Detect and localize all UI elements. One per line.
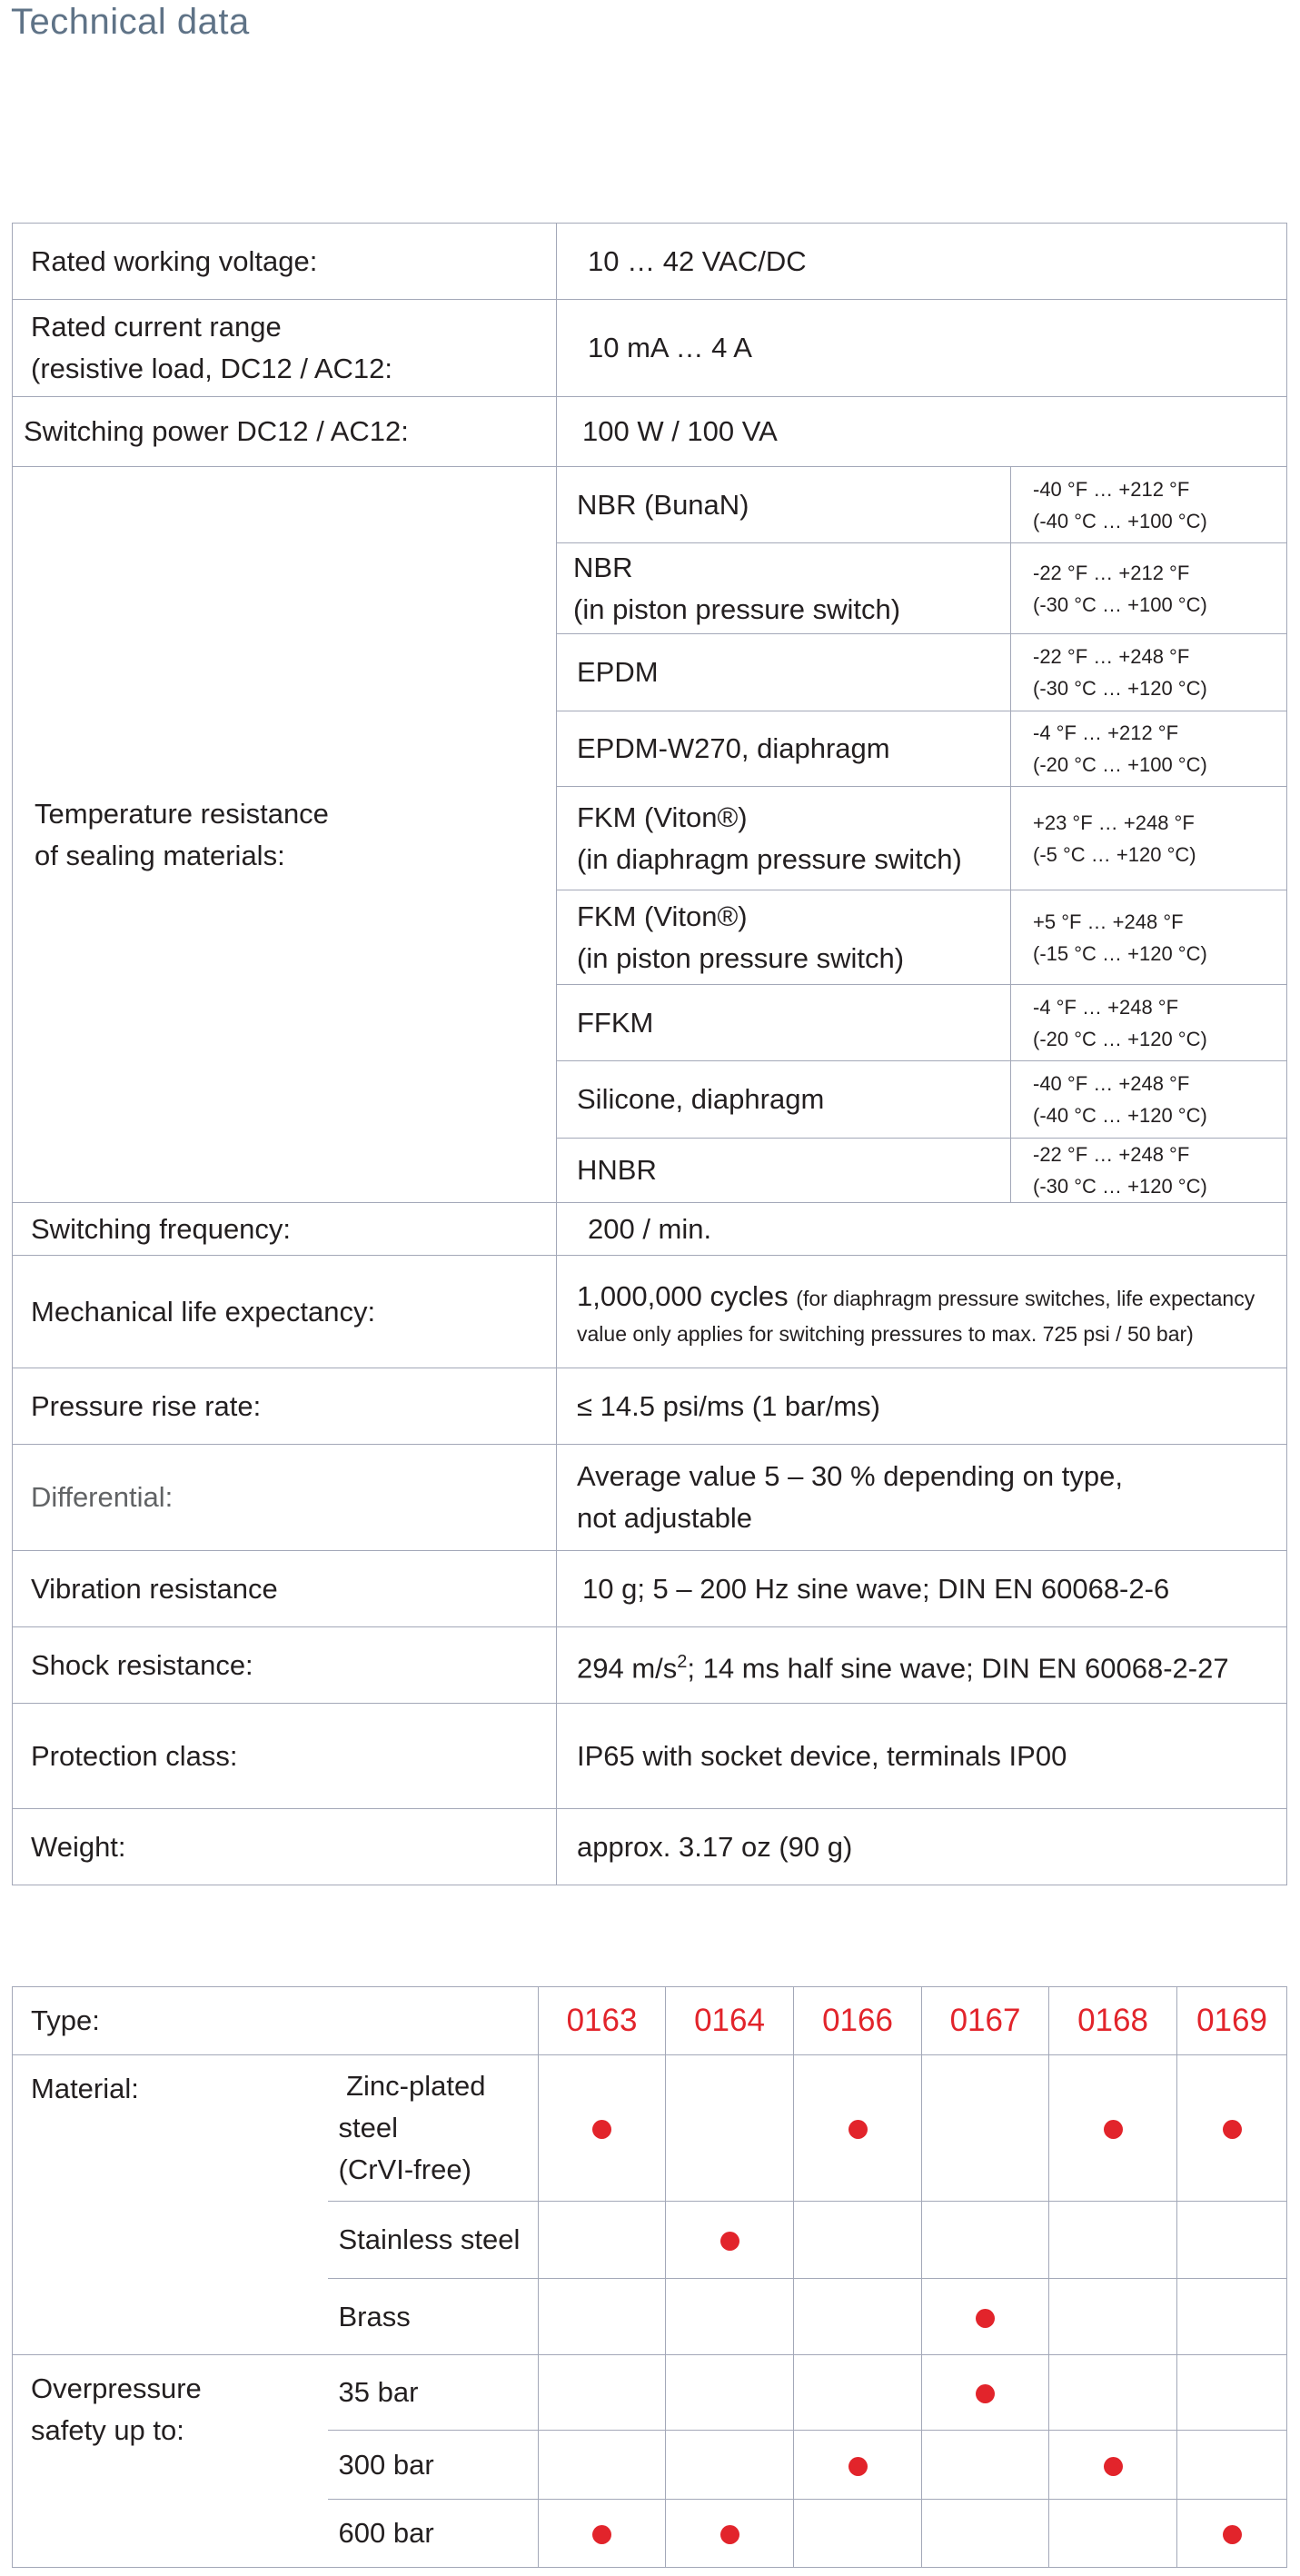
mark-cell <box>1177 2500 1287 2568</box>
material-name <box>557 711 1011 787</box>
vibration-label: Vibration resistance <box>13 1551 557 1627</box>
vibration-value: 10 g; 5 – 200 Hz sine wave; DIN EN 60068-2-6 <box>557 1551 1287 1627</box>
mark-cell <box>1049 2279 1177 2355</box>
material-row-label <box>328 2279 539 2355</box>
temperature-range <box>1011 985 1287 1061</box>
range-celsius: (-30 °C … +120 °C) <box>1033 677 1207 700</box>
weight-value: approx. 3.17 oz (90 g) <box>557 1809 1287 1885</box>
mark-cell <box>539 2500 666 2568</box>
range-celsius: (-20 °C … +120 °C) <box>1033 1027 1207 1050</box>
power-label: Switching power DC12 / AC12: <box>13 397 557 467</box>
temperature-range <box>1011 634 1287 711</box>
table-row <box>13 300 1287 397</box>
mark-cell <box>794 2500 922 2568</box>
mark-cell <box>539 2355 666 2431</box>
mark-cell <box>794 2279 922 2355</box>
table-row <box>13 1203 1287 1256</box>
mark-cell <box>1049 2431 1177 2500</box>
mark-cell <box>1177 2202 1287 2279</box>
type-table <box>12 1986 1287 2568</box>
range-celsius: (-15 °C … +120 °C) <box>1033 941 1207 965</box>
differential-value-line: Average value 5 – 30 % depending on type, <box>577 1460 1123 1492</box>
availability-dot-icon <box>720 2232 739 2251</box>
material-line: (in diaphragm pressure switch) <box>577 842 962 875</box>
temperature-range <box>1011 467 1287 543</box>
mark-cell <box>794 2202 922 2279</box>
differential-label: Differential: <box>13 1445 557 1551</box>
material-line: FKM (Viton®) <box>577 801 748 833</box>
mark-cell <box>1177 2279 1287 2355</box>
material-line: FKM (Viton®) <box>577 900 748 932</box>
table-row <box>13 397 1287 467</box>
range-fahrenheit: -4 °F … +212 °F <box>1033 721 1179 744</box>
mark-cell <box>539 2055 666 2202</box>
life-value-line <box>577 1276 1286 1319</box>
range-fahrenheit: +23 °F … +248 °F <box>1033 811 1195 834</box>
pressure-row <box>13 2355 1287 2431</box>
temperature-row <box>13 467 1287 543</box>
overpressure-label-line: safety up to: <box>31 2414 184 2446</box>
material-line: (in piston pressure switch) <box>577 941 905 974</box>
mark-cell <box>666 2431 794 2500</box>
table-row <box>13 1704 1287 1809</box>
range-celsius: (-30 °C … +100 °C) <box>1033 592 1207 616</box>
differential-value-line: not adjustable <box>577 1502 753 1534</box>
temperature-label-line: Temperature resistance <box>35 797 329 830</box>
availability-dot-icon <box>848 2457 868 2476</box>
type-code: 0164 <box>666 1987 794 2055</box>
range-celsius: (-40 °C … +100 °C) <box>1033 509 1207 532</box>
temperature-label-line: of sealing materials: <box>35 839 285 871</box>
availability-dot-icon <box>976 2309 995 2328</box>
voltage-value: 10 … 42 VAC/DC <box>557 224 1287 300</box>
mark-cell <box>539 2202 666 2279</box>
material-label-line: steel <box>338 2112 398 2143</box>
material-name <box>557 985 1011 1061</box>
availability-dot-icon <box>848 2120 868 2139</box>
current-value: 10 mA … 4 A <box>557 300 1287 397</box>
shock-value-sup: 2 <box>677 1651 688 1672</box>
range-celsius: (-20 °C … +100 °C) <box>1033 753 1207 776</box>
mark-cell <box>666 2202 794 2279</box>
life-note: (for diaphragm pressure switches, life expectancy <box>796 1286 1255 1310</box>
mark-cell <box>922 2279 1049 2355</box>
mark-cell <box>666 2279 794 2355</box>
temperature-range <box>1011 1139 1287 1203</box>
shock-label: Shock resistance: <box>13 1627 557 1704</box>
voltage-label: Rated working voltage: <box>13 224 557 300</box>
material-name <box>557 543 1011 634</box>
material-line: EPDM-W270, diaphragm <box>577 732 890 764</box>
material-name <box>557 1139 1011 1203</box>
shock-value-prefix: 294 m/s <box>577 1652 678 1685</box>
range-celsius: (-40 °C … +120 °C) <box>1033 1104 1207 1127</box>
mark-cell <box>922 2355 1049 2431</box>
material-name <box>557 634 1011 711</box>
table-row <box>13 1445 1287 1551</box>
material-row-label <box>328 2055 539 2202</box>
type-code: 0163 <box>539 1987 666 2055</box>
table-row <box>13 1809 1287 1885</box>
range-celsius: (-5 °C … +120 °C) <box>1033 842 1196 866</box>
material-row-label <box>328 2202 539 2279</box>
current-label-line: Rated current range <box>31 311 282 343</box>
protection-value: IP65 with socket device, terminals IP00 <box>557 1704 1287 1809</box>
mark-cell <box>922 2202 1049 2279</box>
material-name <box>557 890 1011 985</box>
type-code: 0168 <box>1049 1987 1177 2055</box>
type-code: 0169 <box>1177 1987 1287 2055</box>
availability-dot-icon <box>592 2120 611 2139</box>
material-name <box>557 787 1011 890</box>
life-note-line: value only applies for switching pressures to max. 725 psi / 50 bar) <box>577 1321 1194 1346</box>
life-value <box>557 1256 1287 1368</box>
pressure-row-label: 35 bar <box>328 2355 539 2431</box>
temperature-range <box>1011 787 1287 890</box>
current-label <box>13 300 557 397</box>
mark-cell <box>922 2500 1049 2568</box>
mark-cell <box>1049 2202 1177 2279</box>
temperature-range <box>1011 711 1287 787</box>
range-fahrenheit: +5 °F … +248 °F <box>1033 910 1184 933</box>
rise-value: ≤ 14.5 psi/ms (1 bar/ms) <box>557 1368 1287 1445</box>
material-label: Material: <box>13 2055 328 2355</box>
table-row <box>13 1551 1287 1627</box>
availability-dot-icon <box>976 2384 995 2403</box>
mark-cell <box>794 2431 922 2500</box>
availability-dot-icon <box>720 2525 739 2544</box>
mark-cell <box>922 2431 1049 2500</box>
temperature-range <box>1011 543 1287 634</box>
mark-cell <box>539 2279 666 2355</box>
range-celsius: (-30 °C … +120 °C) <box>1033 1175 1207 1198</box>
material-label-line: Zinc-plated <box>338 2070 486 2102</box>
range-fahrenheit: -22 °F … +248 °F <box>1033 1143 1190 1166</box>
temperature-range <box>1011 890 1287 985</box>
material-line: NBR <box>573 551 633 583</box>
table-row <box>13 1627 1287 1704</box>
material-name <box>557 1061 1011 1139</box>
temperature-range <box>1011 1061 1287 1139</box>
material-label-line: Brass <box>338 2300 411 2332</box>
material-label-line: (CrVI-free) <box>338 2153 471 2185</box>
rise-label: Pressure rise rate: <box>13 1368 557 1445</box>
availability-dot-icon <box>1104 2457 1123 2476</box>
material-line: EPDM <box>577 656 659 688</box>
temperature-label <box>13 467 557 1203</box>
table-row <box>13 1368 1287 1445</box>
mark-cell <box>1177 2055 1287 2202</box>
overpressure-label <box>13 2355 328 2568</box>
table-row <box>13 1256 1287 1368</box>
mark-cell <box>794 2055 922 2202</box>
material-line: NBR (BunaN) <box>577 488 749 521</box>
weight-label: Weight: <box>13 1809 557 1885</box>
type-label: Type: <box>13 1987 539 2055</box>
mark-cell <box>794 2355 922 2431</box>
material-line: (in piston pressure switch) <box>573 592 901 625</box>
mark-cell <box>1049 2355 1177 2431</box>
power-value: 100 W / 100 VA <box>557 397 1287 467</box>
material-line: FFKM <box>577 1006 654 1039</box>
availability-dot-icon <box>1223 2120 1242 2139</box>
mark-cell <box>539 2431 666 2500</box>
mark-cell <box>922 2055 1049 2202</box>
overpressure-label-line: Overpressure <box>31 2372 202 2404</box>
pressure-row-label: 300 bar <box>328 2431 539 2500</box>
mark-cell <box>666 2055 794 2202</box>
range-fahrenheit: -22 °F … +212 °F <box>1033 561 1190 584</box>
material-row <box>13 2055 1287 2202</box>
range-fahrenheit: -40 °F … +248 °F <box>1033 1072 1190 1095</box>
material-name <box>557 467 1011 543</box>
shock-value <box>557 1627 1287 1704</box>
differential-value <box>557 1445 1287 1551</box>
page-title: Technical data <box>11 2 250 42</box>
material-line: HNBR <box>577 1154 657 1186</box>
pressure-row-label: 600 bar <box>328 2500 539 2568</box>
current-label-line: (resistive load, DC12 / AC12: <box>31 353 393 384</box>
range-fahrenheit: -4 °F … +248 °F <box>1033 995 1179 1019</box>
mark-cell <box>666 2355 794 2431</box>
table-row <box>13 224 1287 300</box>
mark-cell <box>1177 2355 1287 2431</box>
type-code: 0166 <box>794 1987 922 2055</box>
life-cycles: 1,000,000 cycles <box>577 1279 789 1312</box>
material-line: Silicone, diaphragm <box>577 1083 825 1115</box>
range-fahrenheit: -40 °F … +212 °F <box>1033 477 1190 501</box>
range-fahrenheit: -22 °F … +248 °F <box>1033 645 1190 668</box>
availability-dot-icon <box>592 2525 611 2544</box>
shock-value-suffix: ; 14 ms half sine wave; DIN EN 60068-2-27 <box>687 1652 1229 1685</box>
life-label: Mechanical life expectancy: <box>13 1256 557 1368</box>
mark-cell <box>1049 2055 1177 2202</box>
type-code: 0167 <box>922 1987 1049 2055</box>
protection-label: Protection class: <box>13 1704 557 1809</box>
type-header-row <box>13 1987 1287 2055</box>
mark-cell <box>1049 2500 1177 2568</box>
availability-dot-icon <box>1104 2120 1123 2139</box>
frequency-label: Switching frequency: <box>13 1203 557 1256</box>
technical-data-table <box>12 223 1287 1885</box>
material-label-line: Stainless steel <box>338 2223 521 2255</box>
mark-cell <box>666 2500 794 2568</box>
availability-dot-icon <box>1223 2525 1242 2544</box>
frequency-value: 200 / min. <box>557 1203 1287 1256</box>
mark-cell <box>1177 2431 1287 2500</box>
